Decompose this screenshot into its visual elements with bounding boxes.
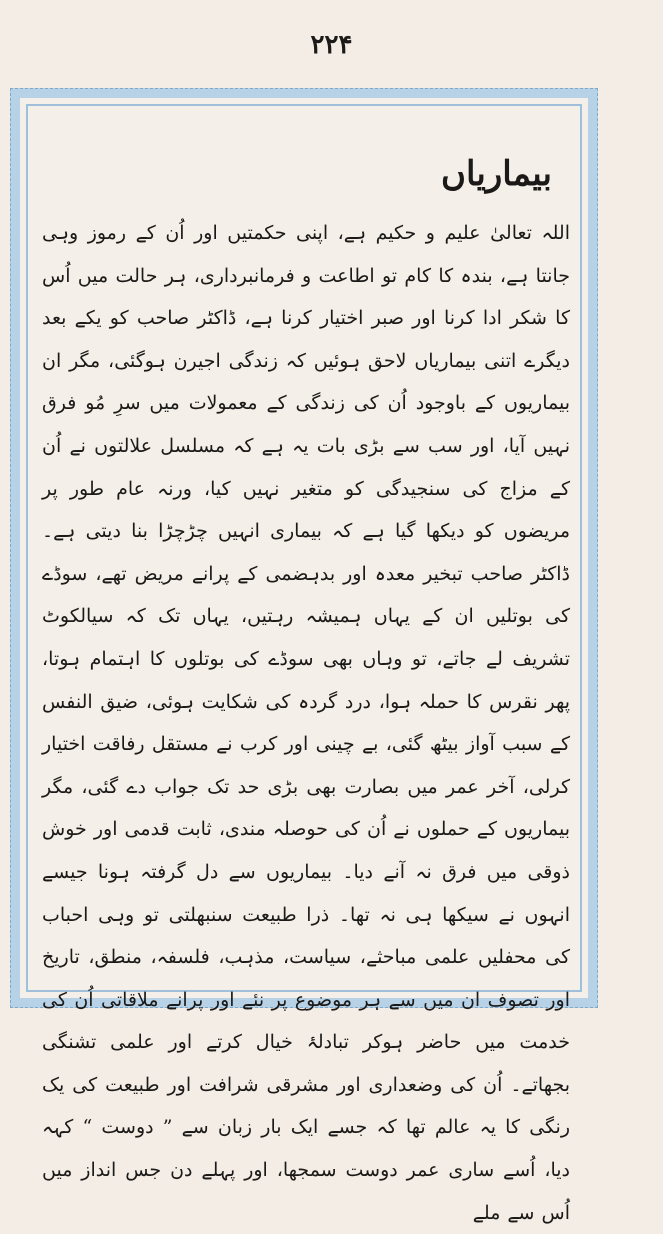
body-paragraph: اللہ تعالیٰ علیم و حکیم ہے، اپنی حکمتیں اور اُن کے رموز وہی جانتا ہے، بندہ کا کام تو اطاعت و فرمانبرداری، ہر حالت میں اُس کا شکر ادا کرنا اور صبر اختیار کرنا ہے، ڈاکٹر صاحب کو یکے بعد دیگرے اتنی بیماریاں لاحق ہوئیں کہ زندگی اجیرن ہوگئی، مگر ان بیماریوں کے باوجود اُن کی زندگی کے معمولات میں سرِ مُو فرق نہیں آیا، اور سب سے بڑی بات یہ ہے کہ مسلسل علالتوں نے اُن کے مزاج کی سنجیدگی کو متغیر نہیں کیا، ورنہ عام طور پر مریضوں کو دیکھا گیا ہے کہ بیماری انہیں چڑچڑا بنا دیتی ہے۔ ڈاکٹر صاحب تبخیر معدہ اور بدہضمی کے پرانے مریض تھے، سوڈے کی بوتلیں ان کے یہاں ہمیشہ رہتیں، یہاں تک کہ سیالکوٹ تشریف لے جاتے، تو وہاں بھی سوڈے کی بوتلوں کا اہتمام ہوتا، پھر نقرس کا حملہ ہوا، درد گردہ کی شکایت ہوئی، ضیق النفس کے سبب آواز بیٹھ گئی، بے چینی اور کرب نے مستقل رفاقت اختیار کرلی، آخر عمر میں بصارت بھی بڑی حد تک جواب دے گئی، مگر بیماریوں کے حملوں نے اُن کی حوصلہ مندی، ثابت قدمی اور خوش ذوقی میں فرق نہ آنے دیا۔ بیماریوں سے دل گرفتہ ہونا جیسے انہوں نے سیکھا ہی نہ تھا۔ ذرا طبیعت سنبھلتی تو وہی احباب کی محفلیں علمی مباحثے، سیاست، مذہب، فلسفہ، منطق، تاریخ اور تصوف ان میں سے ہر موضوع پر نئے اور پرانے ملاقاتی اُن کی خدمت میں حاضر ہوکر تبادلۂ خیال کرتے اور علمی تشنگی بجھاتے۔ اُن کی وضعداری اور مشرقی شرافت اور طبیعت کی یک رنگی کا یہ عالم تھا کہ جسے ایک بار زبان سے ” دوست “ کہہ دیا، اُسے ساری عمر دوست سمجھا، اور پہلے دن جس انداز میں اُس سے ملے xyxy=(42,222,570,1224)
chapter-title: بیماریاں xyxy=(441,154,552,194)
page-number: ۲۲۴ xyxy=(310,30,353,60)
page-content xyxy=(42,150,570,1224)
